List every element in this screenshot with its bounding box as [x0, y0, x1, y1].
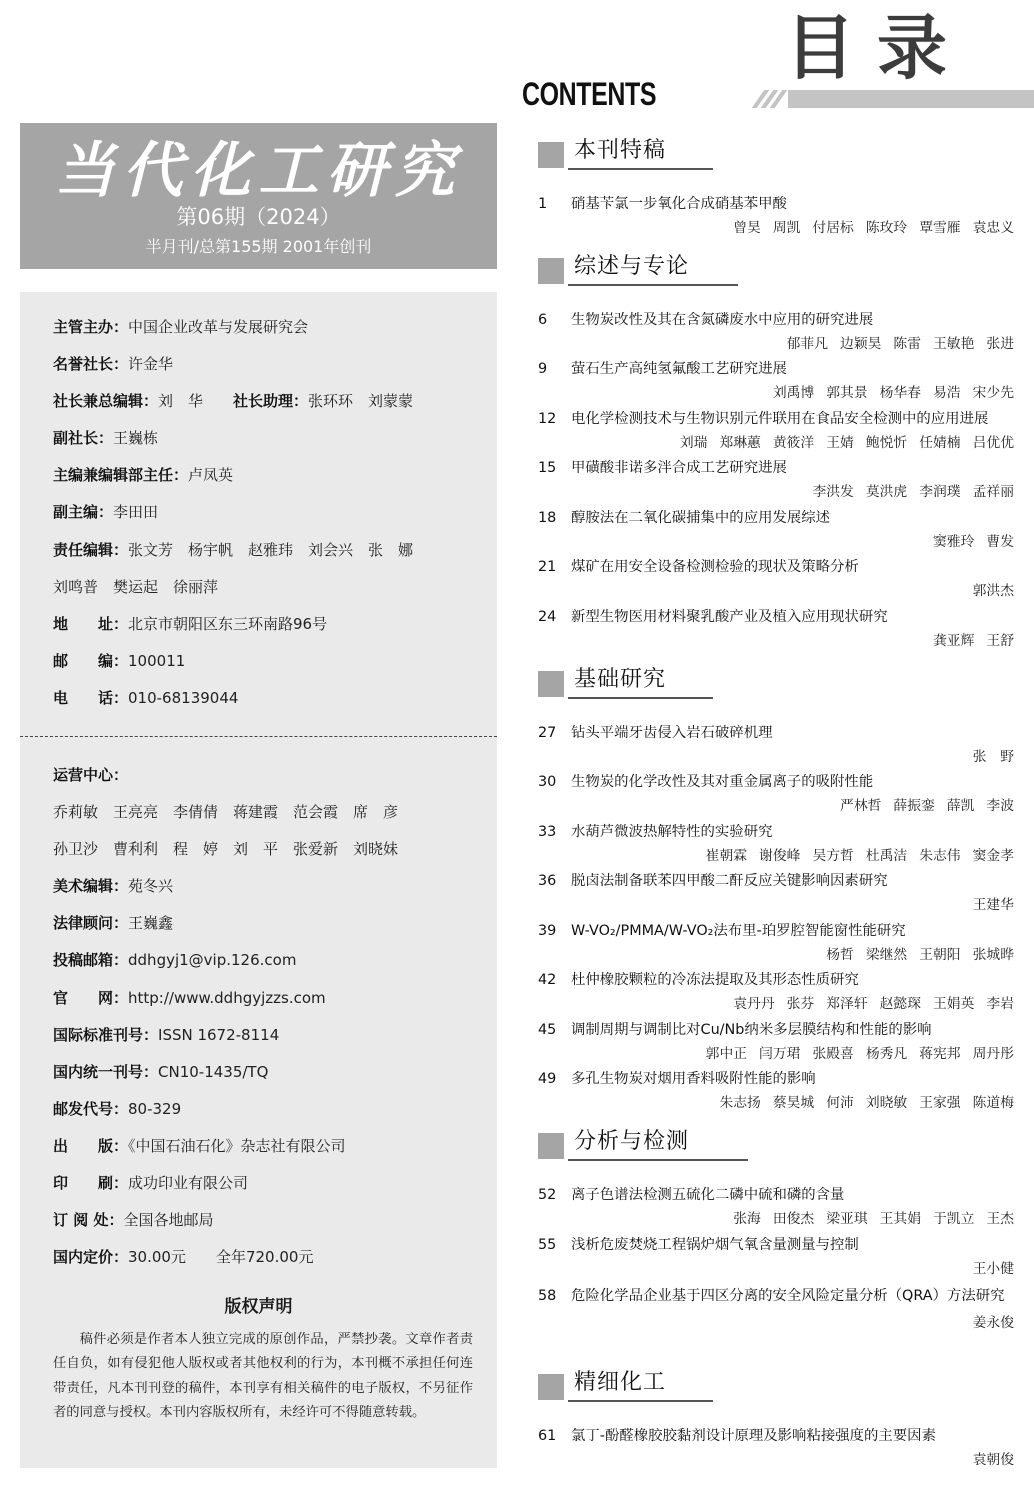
author-name: 袁丹丹	[733, 996, 775, 1012]
author-name: 薛凯	[946, 798, 975, 814]
section-title: 精细化工	[574, 1370, 667, 1395]
author-name: 李润璞	[919, 484, 961, 500]
toc-title-text: 调制周期与调制比对Cu/Nb纳米多层膜结构和性能的影响	[571, 1022, 932, 1038]
toc-title-text: 硝基苄氯一步氧化合成硝基苯甲酸	[571, 196, 787, 212]
author-name: 李洪发	[812, 484, 854, 500]
author-name: 赵懿琛	[879, 996, 922, 1012]
author-name: 田俊杰	[772, 1211, 815, 1227]
toc-entry-title	[538, 1235, 1014, 1255]
masthead-value: 北京市朝阳区东三环南路96号	[128, 614, 328, 633]
author-name: 刘瑞	[679, 435, 708, 451]
toc-page-number: 33	[538, 824, 557, 840]
author-name: 王家强	[919, 1095, 961, 1111]
operations-value: 30.00元 全年720.00元	[128, 1248, 314, 1267]
masthead-row	[53, 388, 493, 425]
toc-authors	[538, 581, 1014, 601]
page-heading-mulu: 目录	[785, 6, 969, 89]
masthead-row	[53, 648, 493, 685]
masthead-label: 主管主办：	[53, 318, 129, 336]
section-header	[538, 1129, 1014, 1159]
operations-row	[53, 762, 493, 799]
author-name: 周凯	[772, 220, 801, 236]
masthead-row	[53, 351, 493, 388]
author-name: 郭其景	[826, 385, 868, 401]
toc-page-number: 1	[538, 196, 548, 212]
contents-heading: CONTENTS	[522, 76, 657, 112]
toc-title-text: 电化学检测技术与生物识别元件联用在食品安全检测中的应用进展	[571, 411, 989, 427]
masthead-row	[53, 685, 493, 722]
section-title: 基础研究	[574, 667, 667, 692]
toc-page-number: 49	[538, 1071, 557, 1087]
toc-entry-title	[538, 458, 1014, 478]
toc-entry[interactable]	[538, 1235, 1014, 1279]
toc-entry[interactable]	[538, 1185, 1014, 1229]
operations-value: 全国各地邮局	[123, 1211, 214, 1230]
author-name: 吴方哲	[812, 848, 854, 864]
toc-entry-title	[538, 1069, 1014, 1089]
section-marker	[538, 142, 564, 168]
section-header	[538, 1370, 1014, 1400]
author-name: 袁朝俊	[972, 1452, 1014, 1468]
author-name: 姜永俊	[972, 1315, 1014, 1331]
masthead-label: 电 话：	[53, 688, 129, 707]
masthead-value: 王巍栋	[113, 429, 159, 448]
author-name: 王娟英	[933, 996, 975, 1012]
toc-authors	[538, 334, 1014, 354]
toc-entry-title	[538, 921, 1014, 941]
author-name: 王杰	[986, 1211, 1014, 1227]
toc-page-number: 58	[538, 1288, 557, 1304]
author-name: 王其娟	[879, 1211, 922, 1227]
operations-value: 孙卫沙 曹利利 程 婷 刘 平 张爱新 刘晓妹	[53, 840, 399, 859]
author-name: 郑琳蕙	[719, 435, 761, 451]
masthead-value: 100011	[128, 651, 186, 670]
toc-entry-title	[538, 772, 1014, 792]
author-name: 刘禹博	[772, 385, 815, 401]
section-title: 分析与检测	[574, 1129, 690, 1154]
decorative-stripe-band	[752, 90, 1034, 108]
author-name: 任婧楠	[919, 435, 961, 451]
toc-page-number: 52	[538, 1187, 557, 1203]
toc-authors	[538, 994, 1014, 1014]
toc-page-number: 15	[538, 460, 557, 476]
author-name: 何沛	[826, 1095, 854, 1111]
toc-entry-title	[538, 1185, 1014, 1205]
toc-authors	[538, 482, 1014, 502]
operations-list	[53, 762, 493, 1281]
masthead-value: 许金华	[128, 355, 174, 374]
toc-entry[interactable]	[538, 409, 1014, 453]
toc-authors	[538, 1209, 1014, 1229]
copyright-title: 版权声明	[224, 1297, 293, 1317]
toc-title-text: 离子色谱法检测五硫化二磷中硫和磷的含量	[571, 1187, 845, 1203]
toc-authors	[538, 631, 1014, 651]
masthead-row	[53, 462, 493, 499]
section-underline	[568, 168, 713, 170]
toc-entry-title	[538, 359, 1014, 379]
author-name: 刘晓敏	[865, 1095, 908, 1111]
author-name: 鲍悦忻	[865, 435, 908, 451]
toc-entry[interactable]	[538, 557, 1014, 601]
masthead-label: 社长兼总编辑：	[53, 392, 159, 411]
masthead-value: 刘 华	[158, 392, 204, 411]
toc-page-number: 21	[538, 559, 557, 575]
toc-authors	[538, 1313, 1014, 1333]
toc-entry[interactable]	[538, 772, 1014, 816]
section-header	[538, 138, 1014, 168]
masthead-row	[53, 574, 493, 611]
author-name: 王敏艳	[933, 336, 975, 352]
toc-title-text: 生物炭改性及其在含氮磷废水中应用的研究进展	[571, 312, 874, 328]
section-title: 本刊特稿	[574, 138, 667, 163]
author-name: 曹发	[986, 534, 1014, 550]
author-name: 陈道梅	[972, 1095, 1014, 1111]
toc-title-text: 萤石生产高纯氢氟酸工艺研究进展	[571, 361, 787, 377]
operations-value: 成功印业有限公司	[128, 1174, 249, 1193]
author-name: 曾昊	[733, 220, 761, 236]
author-name: 王舒	[986, 633, 1014, 649]
section-marker	[538, 671, 564, 697]
author-name: 郁菲凡	[786, 336, 829, 352]
author-name: 宋少先	[972, 385, 1014, 401]
operations-value: 乔莉敏 王亮亮 李倩倩 蒋建霞 范会霞 席 彦	[53, 803, 399, 822]
toc-entry[interactable]	[538, 921, 1014, 965]
author-name: 梁亚琪	[826, 1211, 868, 1227]
toc-entry[interactable]	[538, 822, 1014, 866]
author-name: 杜禹洁	[865, 848, 908, 864]
operations-row	[53, 947, 493, 984]
toc-entry-title	[538, 1426, 1014, 1446]
toc-page-number: 45	[538, 1022, 557, 1038]
operations-label: 国内定价：	[53, 1248, 129, 1267]
operations-label: 运营中心：	[53, 766, 129, 784]
toc-entry-title	[538, 1284, 1014, 1309]
author-name: 覃雪雁	[919, 220, 961, 236]
masthead-value: 卢凤英	[188, 466, 234, 485]
magazine-issue: 第06期（2024）	[176, 205, 341, 229]
author-name: 袁忠义	[972, 220, 1014, 236]
operations-label: 官 网：	[53, 988, 129, 1007]
toc-title-text: 甲磺酸非诺多泮合成工艺研究进展	[571, 460, 787, 476]
operations-label: 国际标准刊号：	[53, 1025, 159, 1044]
toc-page-number: 24	[538, 609, 557, 625]
author-name: 吕优优	[972, 435, 1014, 451]
operations-row	[53, 985, 493, 1022]
author-name: 杨哲	[826, 947, 854, 963]
toc-page-number: 30	[538, 774, 557, 790]
toc-page-number: 55	[538, 1237, 557, 1253]
operations-label: 订 阅 处：	[53, 1211, 124, 1230]
toc-page-number: 12	[538, 411, 557, 427]
toc-authors	[538, 747, 1014, 767]
toc-page-number: 18	[538, 510, 557, 526]
magazine-title: 当代化工研究	[54, 136, 463, 206]
author-name: 周丹彤	[972, 1046, 1014, 1062]
toc-authors	[538, 383, 1014, 403]
author-name: 莫洪虎	[865, 484, 908, 500]
toc-entry[interactable]	[538, 194, 1014, 238]
toc-entry-title	[538, 557, 1014, 577]
toc-title-text: 钻头平端牙齿侵入岩石破碎机理	[571, 725, 773, 741]
masthead-value: 010-68139044	[128, 688, 239, 707]
author-name: 崔朝霖	[705, 848, 748, 864]
masthead-panel	[20, 292, 497, 1468]
masthead-value: 李田田	[113, 503, 159, 522]
operations-label: 投稿邮箱：	[53, 951, 129, 970]
section-marker	[538, 258, 564, 284]
toc-title-text: 多孔生物炭对烟用香料吸附性能的影响	[571, 1071, 816, 1087]
author-name: 窦金孝	[972, 848, 1014, 864]
author-name: 张城晔	[972, 947, 1014, 963]
author-name: 张 野	[972, 749, 1014, 765]
toc-entry[interactable]	[538, 1020, 1014, 1064]
operations-value: ISSN 1672-8114	[158, 1025, 280, 1044]
author-name: 朱志扬	[719, 1095, 761, 1111]
operations-row	[53, 1207, 493, 1244]
toc-entry-title	[538, 508, 1014, 528]
toc-authors	[538, 945, 1014, 965]
toc-entry-title	[538, 1020, 1014, 1040]
operations-row	[53, 836, 493, 873]
toc-entry-title	[538, 723, 1014, 743]
toc-page-number: 39	[538, 923, 557, 939]
toc-title-text: 浅析危废焚烧工程锅炉烟气氧含量测量与控制	[571, 1237, 859, 1253]
masthead-label: 地 址：	[53, 614, 129, 633]
author-name: 张芬	[786, 996, 815, 1012]
masthead-label: 副主编：	[53, 503, 114, 522]
operations-row	[53, 1133, 493, 1170]
toc-authors	[538, 1044, 1014, 1064]
operations-row	[53, 1059, 493, 1096]
author-name: 郭中正	[705, 1046, 748, 1062]
toc-entry[interactable]	[538, 310, 1014, 354]
author-name: 黄筱洋	[772, 435, 815, 451]
section-underline	[568, 284, 738, 286]
author-name: 蔡昊城	[772, 1095, 815, 1111]
masthead-value: 刘鸣普 樊运起 徐丽萍	[53, 577, 219, 596]
author-name: 张海	[733, 1211, 761, 1227]
masthead-label: 副社长：	[53, 429, 114, 448]
section-title: 综述与专论	[574, 254, 690, 279]
author-name: 郭洪杰	[972, 583, 1014, 599]
toc-authors	[538, 218, 1014, 238]
operations-value: 王巍鑫	[128, 914, 174, 933]
masthead-label: 名誉社长：	[53, 355, 129, 374]
author-name: 龚亚辉	[933, 633, 975, 649]
operations-label: 出 版：	[53, 1136, 129, 1155]
author-name: 薛振銮	[893, 798, 935, 814]
author-name: 陈玫玲	[865, 220, 908, 236]
operations-label: 美术编辑：	[53, 877, 129, 896]
toc-authors	[538, 796, 1014, 816]
author-name: 朱志伟	[919, 848, 961, 864]
section-header	[538, 667, 1014, 697]
author-name: 李岩	[986, 996, 1014, 1012]
section-marker	[538, 1133, 564, 1159]
operations-label: 国内统一刊号：	[53, 1062, 159, 1081]
toc-entry[interactable]	[538, 970, 1014, 1014]
toc-title-text: 煤矿在用安全设备检测检验的现状及策略分析	[571, 559, 859, 575]
author-name: 严林哲	[840, 798, 882, 814]
author-name: 杨秀凡	[865, 1046, 908, 1062]
toc-entry-title	[538, 194, 1014, 214]
operations-label: 印 刷：	[53, 1174, 129, 1193]
toc-title-text: 新型生物医用材料聚乳酸产业及植入应用现状研究	[571, 609, 888, 625]
author-name: 王朝阳	[919, 947, 961, 963]
operations-label: 邮发代号：	[53, 1099, 129, 1118]
author-name: 王婧	[826, 435, 854, 451]
author-name: 王建华	[972, 897, 1014, 913]
author-name: 张进	[986, 336, 1014, 352]
masthead-row	[53, 314, 493, 351]
author-name: 付居标	[812, 220, 854, 236]
toc-authors	[538, 433, 1014, 453]
magazine-subtitle: 半月刊/总第155期 2001年创刊	[145, 237, 372, 256]
toc-title-text: 醇胺法在二氧化碳捕集中的应用发展综述	[571, 510, 831, 526]
toc-entry[interactable]	[538, 1069, 1014, 1113]
masthead-label: 邮 编：	[53, 651, 129, 670]
toc-entry[interactable]	[538, 359, 1014, 403]
author-name: 于凯立	[933, 1211, 975, 1227]
masthead-value: 张文芳 杨宇帆 赵雅玮 刘会兴 张 娜	[128, 540, 414, 559]
toc-title-text: 危险化学品企业基于四区分离的安全风险定量分析（QRA）方法研究	[571, 1288, 1005, 1304]
toc-title-text: W-VO₂/PMMA/W-VO₂法布里-珀罗腔智能窗性能研究	[571, 923, 906, 939]
masthead-label: 责任编辑：	[53, 540, 129, 559]
toc-authors	[538, 1093, 1014, 1113]
toc-entry-title	[538, 871, 1014, 891]
operations-row	[53, 910, 493, 947]
author-name: 孟祥丽	[972, 484, 1014, 500]
section-underline	[568, 697, 713, 699]
section-marker	[538, 1374, 564, 1400]
toc-authors	[538, 1259, 1014, 1279]
toc-entry-title	[538, 409, 1014, 429]
author-name: 蒋宪邦	[919, 1046, 961, 1062]
toc-title-text: 水葫芦微波热解特性的实验研究	[571, 824, 773, 840]
masthead-list	[53, 314, 493, 722]
operations-row	[53, 799, 493, 836]
masthead-value: 张环环 刘蒙蒙	[308, 392, 414, 411]
operations-value: 《中国石油石化》杂志社有限公司	[128, 1136, 346, 1155]
toc-page-number: 6	[538, 312, 548, 328]
operations-row	[53, 1244, 493, 1281]
author-name: 王小健	[972, 1261, 1014, 1277]
toc-entry-title	[538, 310, 1014, 330]
masthead-row	[53, 537, 493, 574]
section-underline	[568, 1400, 713, 1402]
author-name: 梁继然	[865, 947, 908, 963]
author-name: 易浩	[933, 385, 961, 401]
masthead-row	[53, 425, 493, 462]
toc-entry[interactable]	[538, 1284, 1014, 1333]
operations-row	[53, 873, 493, 910]
masthead-label: 社长助理：	[233, 392, 309, 411]
toc-entry-title	[538, 822, 1014, 842]
toc-authors	[538, 895, 1014, 915]
operations-row	[53, 1022, 493, 1059]
operations-value: CN10-1435/TQ	[158, 1062, 269, 1081]
toc-entry[interactable]	[538, 607, 1014, 651]
toc-page-number: 61	[538, 1428, 557, 1444]
toc-entry[interactable]	[538, 458, 1014, 502]
author-name: 郑泽轩	[826, 996, 868, 1012]
toc-page-number: 42	[538, 972, 557, 988]
toc-authors	[538, 1450, 1014, 1470]
author-name: 杨华春	[879, 385, 922, 401]
toc-page-number: 27	[538, 725, 557, 741]
toc-page-number: 9	[538, 361, 548, 377]
operations-label: 法律顾问：	[53, 914, 129, 933]
toc-entry-title	[538, 607, 1014, 627]
author-name: 窦雅玲	[933, 534, 975, 550]
author-name: 闫万珺	[759, 1046, 801, 1062]
toc-authors	[538, 532, 1014, 552]
masthead-row	[53, 499, 493, 536]
copyright-text: 稿件必须是作者本人独立完成的原创作品，严禁抄袭。文章作者责任自负，如有侵犯他人版权或者其他权利的行为，本刊概不承担任何连带责任，凡本刊刊登的稿件，本刊享有相关稿件的电子版权，不另征作者的同意与授权。本刊内容版权所有，未经许可不得随意转载。	[53, 1332, 473, 1421]
operations-value: 80-329	[128, 1099, 182, 1118]
author-name: 谢俊峰	[759, 848, 801, 864]
toc-entry[interactable]	[538, 723, 1014, 767]
operations-value: ddhgyj1@vip.126.com	[128, 951, 297, 970]
section-underline	[568, 1159, 748, 1161]
toc-title-text: 生物炭的化学改性及其对重金属离子的吸附性能	[571, 774, 874, 790]
masthead-value: 中国企业改革与发展研究会	[128, 318, 309, 336]
toc-authors	[538, 846, 1014, 866]
dashed-divider	[20, 736, 497, 737]
toc-entry[interactable]	[538, 508, 1014, 552]
operations-row	[53, 1170, 493, 1207]
toc-entry[interactable]	[538, 871, 1014, 915]
operations-value: http://www.ddhgyjzzs.com	[128, 988, 326, 1007]
masthead-label: 主编兼编辑部主任：	[53, 466, 189, 485]
author-name: 边颖昊	[840, 336, 882, 352]
toc-title-text: 脱卤法制备联苯四甲酸二酐反应关键影响因素研究	[571, 873, 888, 889]
toc-title-text: 氯丁-酚醛橡胶胶黏剂设计原理及影响粘接强度的主要因素	[571, 1428, 936, 1444]
section-header	[538, 254, 1014, 284]
toc-page-number: 36	[538, 873, 557, 889]
author-name: 陈雷	[893, 336, 922, 352]
toc-title-text: 杜仲橡胶颗粒的冷冻法提取及其形态性质研究	[571, 972, 859, 988]
operations-value: 苑冬兴	[128, 877, 174, 896]
magazine-title-box	[20, 123, 497, 269]
toc-entry-title	[538, 970, 1014, 990]
toc-entry[interactable]	[538, 1426, 1014, 1470]
author-name: 张殿喜	[812, 1046, 854, 1062]
author-name: 李波	[986, 798, 1014, 814]
operations-row	[53, 1096, 493, 1133]
masthead-row	[53, 611, 493, 648]
